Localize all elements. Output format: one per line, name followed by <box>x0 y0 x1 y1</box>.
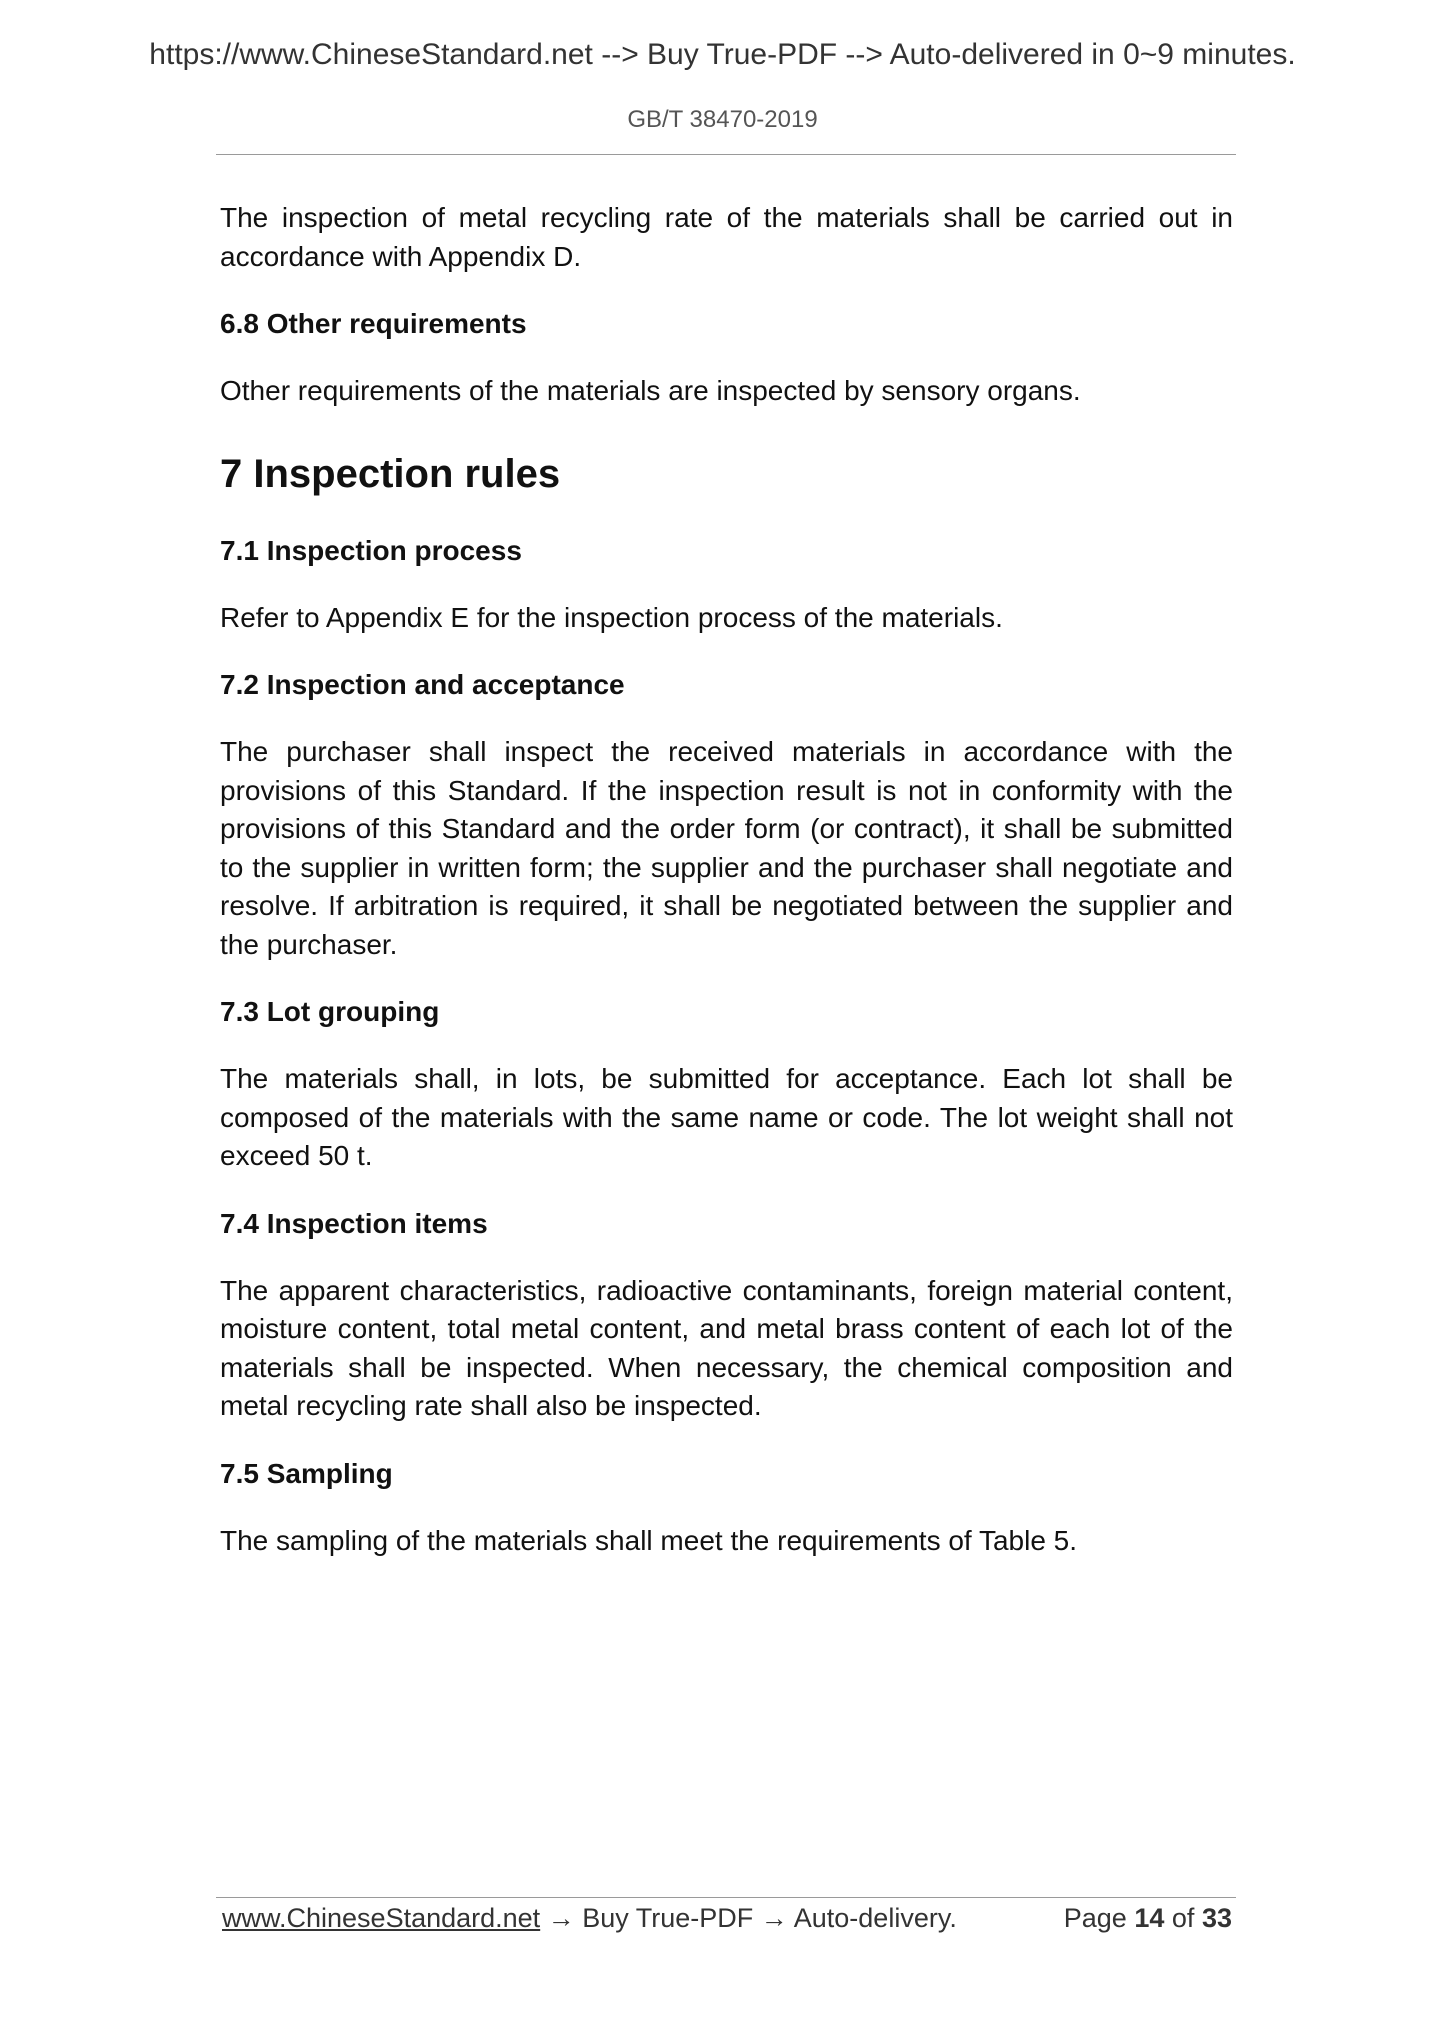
heading-7-5: 7.5 Sampling <box>220 1457 393 1489</box>
page-footer <box>222 1903 1232 1939</box>
page-number: 14 <box>1134 1903 1165 1933</box>
of-label: of <box>1171 1903 1195 1933</box>
heading-7-2: 7.2 Inspection and acceptance <box>220 669 625 700</box>
top-banner: https://www.ChineseStandard.net --> Buy True-PDF --> Auto-delivered in 0~9 minutes. <box>149 38 1296 71</box>
paragraph-7-4: The apparent characteristics, radioactive contaminants, foreign material content, moisture content, total metal content, and metal brass content of each lot of the materials shall be inspected. When necessary, the chemical composition and metal recycling rate shall also be inspected. <box>220 1274 1233 1421</box>
intro-paragraph: The inspection of metal recycling rate of the materials shall be carried out in accordance with Appendix D. <box>220 202 1233 272</box>
footer-promo <box>222 1903 957 1934</box>
heading-7: 7 Inspection rules <box>220 451 561 496</box>
header-divider <box>216 154 1236 155</box>
footer-promo-text: → Buy True-PDF → Auto-delivery. <box>547 1903 957 1933</box>
paragraph-6-8: Other requirements of the materials are inspected by sensory organs. <box>220 375 1081 406</box>
page-content <box>220 199 1233 1560</box>
heading-6-8: 6.8 Other requirements <box>220 308 527 339</box>
total-pages: 33 <box>1201 1903 1232 1933</box>
page-label: Page <box>1063 1903 1127 1933</box>
paragraph-7-1: Refer to Appendix E for the inspection process of the materials. <box>220 601 1003 633</box>
paragraph-7-5: The sampling of the materials shall meet the requirements of Table 5. <box>220 1524 1078 1556</box>
heading-7-4: 7.4 Inspection items <box>220 1207 488 1239</box>
page-indicator <box>1064 1903 1232 1934</box>
heading-7-1: 7.1 Inspection process <box>220 534 522 566</box>
heading-7-3: 7.3 Lot grouping <box>220 996 440 1027</box>
paragraph-7-3: The materials shall, in lots, be submitted for acceptance. Each lot shall be composed of the materials with the same name or code. The lot weight shall not exceed 50 t. <box>220 1063 1233 1171</box>
footer-site-link[interactable]: www.ChineseStandard.net <box>222 1903 541 1933</box>
paragraph-7-2: The purchaser shall inspect the received materials in accordance with the provisions of this Standard. If the inspection result is not in conformity with the provisions of this Standard and the order form (or contract), it shall be submitted to the supplier in written form; the supplier and the purchaser shall negotiate and resolve. If arbitration is required, it shall be negotiated between the supplier and the purchaser. <box>220 736 1233 960</box>
standard-code: GB/T 38470-2019 <box>627 106 818 133</box>
footer-divider <box>216 1897 1236 1898</box>
